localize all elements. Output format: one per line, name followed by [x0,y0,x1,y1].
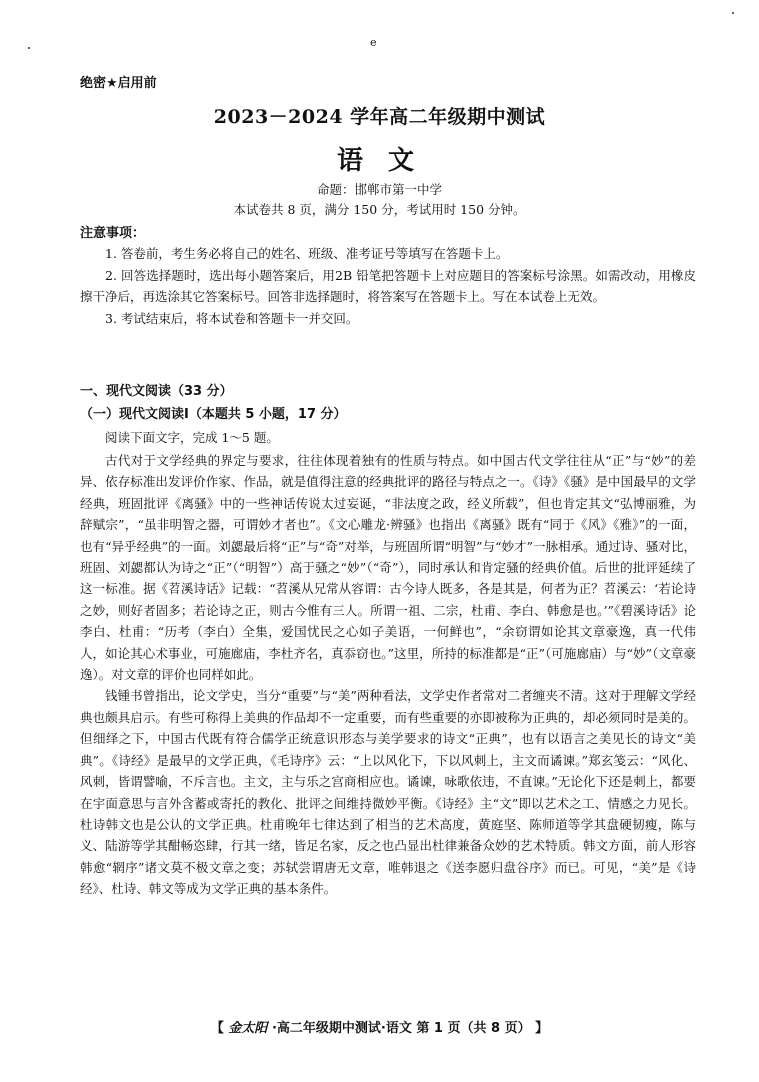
reading-passage [80,450,696,900]
notice-item: 2. 回答选择题时，选出每小题答案后，用2B 铅笔把答题卡上对应题目的答案标号涂黑。如需改动，用橡皮擦干净后，再选涂其它答案标号。回答非选择题时，将答案写在答题卡上。写在本试卷上无效。 [80,267,696,304]
notice-title: 注意事项： [80,226,146,241]
confidential-label: 绝密★启用前 [80,76,157,91]
subsection-title: （一）现代文阅读Ⅰ（本题共 5 小题，17 分） [80,407,347,422]
passage-paragraph: 古代对于文学经典的界定与要求，往往体现着独有的性质与特点。如中国古代文学往往从“正”与“妙”的差异、依存标准出发评价作家、作品，就是值得注意的经典批评的路径与特点之一。《诗》《骚》是中国最早的文学经典，班固批评《离骚》中的一些神话传说太过妄诞，“非法度之政，经义所载”，但也肯定其文“弘博丽雅，为辞赋宗”，“虽非明智之器，可谓妙才者也”。《文心雕龙·辨骚》也指出《离骚》既有“同于《风》《雅》”的一面，也有“异乎经典”的一面。刘勰最后将“正”与“奇”对举，与班固所谓“明智”与“妙才”一脉相承。通过诗、骚对比，班固、刘勰都认为诗之“正”（“明智”）高于骚之“妙”（“奇”），同时承认和肯定骚的经典价值。后世的批评延续了这一标准。据《苕溪诗话》记载：“苕溪从兄常从容谓：古今诗人既多，各是其是，何者为正？苕溪云：‘若论诗之妙，则好者固多；若论诗之正，则古今惟有三人。所谓一祖、二宗，杜甫、李白、韩愈是也。’”《碧溪诗话》论李白、杜甫：“历考（李白）全集，爱国忧民之心如子美语，一何鲜也”，“余窃谓如论其文章豪逸，真一代伟人，如论其心术事业，可施廊庙，李杜齐名，真忝窃也。”这里，所持的标准都是“正”（可施廊庙）与“妙”（文章豪逸）。对文章的评价也同样如此。 [80,453,696,683]
notice-item: 3. 考试结束后，将本试卷和答题卡一并交回。 [105,310,359,326]
passage-paragraph: 钱锺书曾指出，论文学史，当分“重要”与“美”两种看法，文学史作者常对二者缠夹不清。这对于理解文学经典也颇具启示。有些可称得上美典的作品却不一定重要，而有些重要的亦即被称为正典的，却必须同时是美的。但细绎之下，中国古代既有符合儒学正统意识形态与美学要求的诗文“正典”，也有以语言之美见长的诗文“美典”。《诗经》是最早的文学正典，《毛诗序》云：“上以风化下，下以风刺上，主文而谲谏。”郑玄笺云：“风化、风刺，皆谓譬喻，不斥言也。主文，主与乐之宫商相应也。谲谏，咏歌依违，不直谏。”无论化下还是刺上，都要在宇面意思与言外含蓄或寄托的教化、批评之间维持微妙平衡。《诗经》主“文”即以艺术之工、情感之力见长。杜诗韩文也是公认的文学正典。杜甫晚年七律达到了相当的艺术高度，黄庭坚、陈师道等学其盘硬韧瘦，陈与义、陆游等学其酣畅恣肆，行其一绪，皆足名家，反之也凸显出杜律兼备众妙的艺术特质。韩文方面，前人形容韩愈“辋序”诸文莫不极文章之变；苏轼尝谓唐无文章，唯韩退之《送李愿归盘谷序》而已。可见，“美”是《诗经》、杜诗、韩文等成为文学正典的基本条件。 [80,688,696,897]
footer-text: ·高二年级期中测试·语文 第 1 页（共 8 页） [271,1021,531,1036]
scan-speck [732,12,734,14]
paper-info-line: 本试卷共 8 页，满分 150 分，考试用时 150 分钟。 [233,202,526,217]
reading-instruction: 阅读下面文字，完成 1～5 题。 [105,430,279,445]
page-footer [0,1017,759,1036]
footer-bracket-right: 】 [535,1021,549,1036]
footer-bracket-left: 【 [210,1021,224,1036]
notice-item: 1. 答卷前，考生务必将自己的姓名、班级、准考证号等填写在答题卡上。 [105,246,509,261]
scan-speck [28,47,30,49]
notice-list [80,243,696,329]
section-title: 一、现代文阅读（33 分） [80,384,233,399]
compiler-line: 命题：邯郸市第一中学 [316,182,442,197]
exam-title: 2023－2024 学年高二年级期中测试 [213,106,546,128]
scan-mark: e [370,36,377,49]
brand-logo: 金太阳 [228,1021,268,1036]
subject-title: 语 文 [336,146,423,176]
